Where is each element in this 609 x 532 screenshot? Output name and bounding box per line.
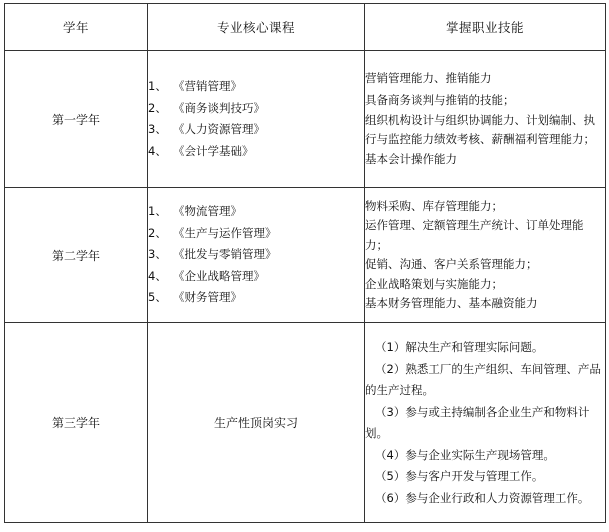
skill-line: 运作管理、定额管理生产统计、订单处理能力；	[365, 218, 584, 252]
skill-line: 具备商务谈判与推销的技能；	[365, 93, 515, 108]
skill-cell	[365, 188, 606, 323]
year-cell: 第二学年	[5, 188, 148, 323]
skill-line: 基本会计操作能力	[365, 151, 457, 166]
header-skills: 掌握职业技能	[365, 4, 606, 51]
curriculum-table	[4, 3, 606, 523]
course-item: 3、 《批发与零销管理》	[148, 247, 277, 262]
header-courses: 专业核心课程	[148, 4, 365, 51]
course-item: 1、 《营销管理》	[148, 79, 242, 93]
skill-item: （6）参与企业行政和人力资源管理工作。	[375, 490, 590, 505]
course-cell: 生产性顶岗实习	[148, 323, 365, 523]
table-header-row	[5, 4, 606, 51]
table-row	[5, 51, 606, 188]
header-year: 学年	[5, 4, 148, 51]
course-item: 2、 《生产与运作管理》	[148, 225, 277, 240]
course-item: 2、 《商务谈判技巧》	[148, 100, 265, 115]
skill-item: （2）熟悉工厂的生产组织、车间管理、产品的生产过程。	[365, 361, 601, 397]
skill-line: 营销管理能力、推销能力	[365, 70, 492, 85]
course-item: 1、 《物流管理》	[148, 204, 242, 219]
course-item: 5、 《财务管理》	[148, 290, 242, 305]
course-item: 4、 《企业战略管理》	[148, 268, 265, 283]
skill-line: 促销、沟通、客户关系管理能力；	[365, 257, 538, 271]
table-row	[5, 323, 606, 523]
course-item: 3、 《人力资源管理》	[148, 122, 265, 136]
skill-item: （5）参与客户开发与管理工作。	[375, 469, 544, 483]
year-cell: 第三学年	[5, 323, 148, 523]
skill-line: 基本财务管理能力、基本融资能力	[365, 296, 538, 310]
skill-line: 物料采购、库存管理能力；	[365, 198, 503, 213]
course-list	[148, 76, 364, 162]
skill-cell	[365, 323, 606, 523]
skill-cell	[365, 51, 606, 188]
skill-line: 企业战略策划与实施能力；	[365, 276, 503, 291]
skill-item: （4）参与企业实际生产现场管理。	[375, 447, 555, 462]
course-item: 4、 《会计学基础》	[148, 143, 254, 158]
table-row	[5, 188, 606, 323]
course-cell	[148, 188, 365, 323]
course-list	[148, 201, 364, 309]
course-cell	[148, 51, 365, 188]
skill-line: 组织机构设计与组织协调能力、计划编制、执行与监控能力绩效考核、薪酬福利管理能力；	[365, 112, 595, 147]
skill-item: （3）参与或主持编制各企业生产和物料计划。	[365, 404, 590, 440]
year-cell: 第一学年	[5, 51, 148, 188]
skill-item: （1）解决生产和管理实际问题。	[375, 340, 544, 354]
